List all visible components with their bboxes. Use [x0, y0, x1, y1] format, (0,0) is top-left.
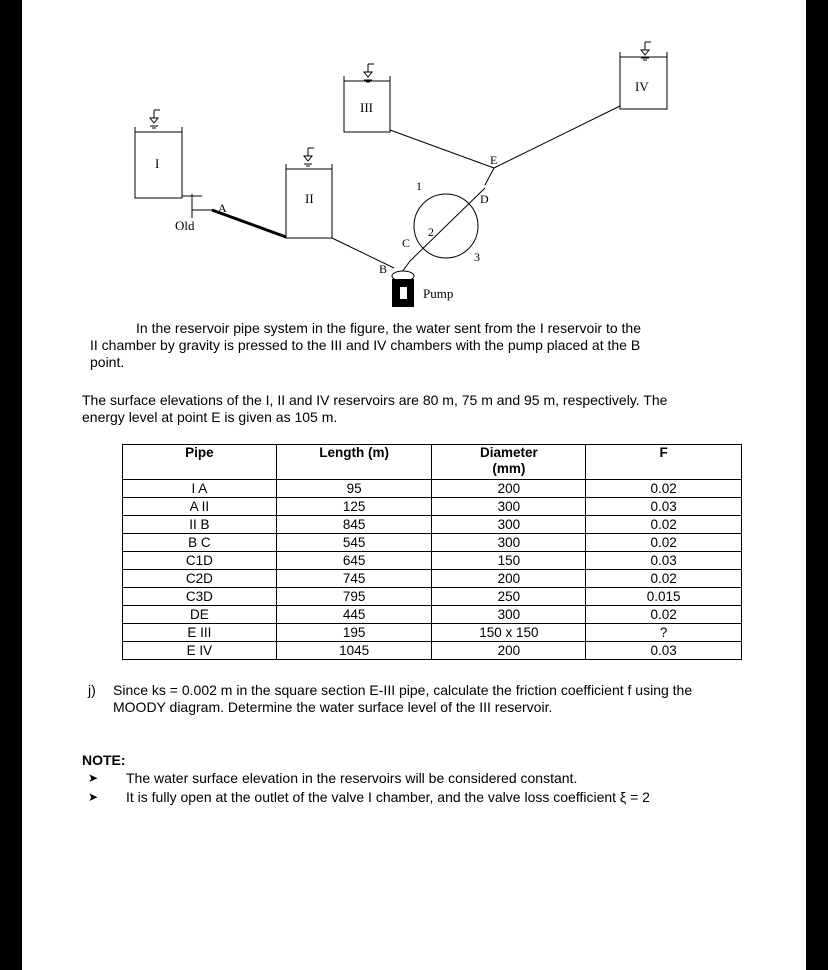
cell-f: 0.02 [586, 606, 742, 624]
elevation-line-1: The surface elevations of the I, II and IV reservoirs are 80 m, 75 m and 95 m, respectively. The [82, 392, 668, 408]
cell-length: 195 [276, 624, 432, 642]
cell-f: 0.03 [586, 552, 742, 570]
cell-pipe: I A [123, 480, 277, 498]
header-pipe: Pipe [123, 445, 277, 480]
header-diameter-unit: (mm) [492, 461, 526, 476]
cell-f: ? [586, 624, 742, 642]
label-pipe-3: 3 [474, 250, 480, 264]
label-valve: Old [175, 218, 195, 233]
label-pipe-2: 2 [428, 225, 434, 239]
cell-f: 0.015 [586, 588, 742, 606]
header-length: Length (m) [276, 445, 432, 480]
cell-diameter: 200 [432, 642, 586, 660]
reservoir-system-figure [22, 0, 806, 310]
label-point-E: E [490, 153, 498, 167]
note-title: NOTE: [82, 752, 126, 768]
label-point-C: C [402, 236, 411, 250]
label-reservoir-II: II [305, 191, 314, 206]
cell-length: 95 [276, 480, 432, 498]
cell-diameter: 200 [432, 480, 586, 498]
header-diameter [432, 445, 586, 480]
label-pump: Pump [423, 286, 454, 301]
question-line-1: Since ks = 0.002 m in the square section E-III pipe, calculate the friction coefficient f using the [113, 682, 693, 698]
cell-f: 0.02 [586, 534, 742, 552]
intro-line-3: point. [90, 354, 125, 370]
cell-pipe: II B [123, 516, 277, 534]
table-row [123, 552, 742, 570]
cell-length: 845 [276, 516, 432, 534]
header-diameter-label: Diameter [479, 445, 538, 460]
label-point-B: B [379, 262, 388, 276]
table-row [123, 480, 742, 498]
bullet-arrow-icon: ➤ [88, 771, 99, 785]
pipe-E-III [390, 130, 494, 168]
label-point-A: A [218, 201, 227, 215]
note-item-2: It is fully open at the outlet of the valve I chamber, and the valve loss coefficient ξ = 2 [126, 789, 650, 805]
label-pipe-1: 1 [416, 179, 422, 193]
cell-pipe: E IV [123, 642, 277, 660]
cell-length: 645 [276, 552, 432, 570]
cell-pipe: C3D [123, 588, 277, 606]
pump-icon [392, 271, 414, 307]
cell-diameter: 150 x 150 [432, 624, 586, 642]
table-header-row [123, 445, 742, 480]
cell-pipe: B C [123, 534, 277, 552]
cell-length: 125 [276, 498, 432, 516]
label-reservoir-III: III [360, 100, 373, 115]
cell-length: 1045 [276, 642, 432, 660]
cell-pipe: DE [123, 606, 277, 624]
cell-f: 0.02 [586, 480, 742, 498]
document-page [22, 0, 806, 970]
table-row [123, 498, 742, 516]
cell-pipe: C1D [123, 552, 277, 570]
table-row [123, 570, 742, 588]
question-line-2: MOODY diagram. Determine the water surface level of the III reservoir. [113, 699, 553, 715]
question-label: j) [88, 682, 96, 698]
header-f: F [586, 445, 742, 480]
cell-length: 545 [276, 534, 432, 552]
bullet-arrow-icon: ➤ [88, 790, 99, 804]
cell-pipe: C2D [123, 570, 277, 588]
intro-line-1: In the reservoir pipe system in the figure, the water sent from the I reservoir to the [136, 320, 642, 336]
cell-f: 0.03 [586, 642, 742, 660]
pipe-data-table [122, 444, 742, 660]
cell-f: 0.02 [586, 570, 742, 588]
label-reservoir-IV: IV [635, 79, 649, 94]
pipe-E-IV [494, 106, 620, 168]
cell-pipe: E III [123, 624, 277, 642]
cell-f: 0.02 [586, 516, 742, 534]
cell-length: 795 [276, 588, 432, 606]
cell-pipe: A II [123, 498, 277, 516]
table-row [123, 534, 742, 552]
label-point-D: D [480, 192, 489, 206]
cell-diameter: 250 [432, 588, 586, 606]
label-reservoir-I: I [155, 156, 160, 171]
cell-diameter: 300 [432, 516, 586, 534]
elevation-line-2: energy level at point E is given as 105 m. [82, 409, 338, 425]
table-row [123, 606, 742, 624]
cell-length: 445 [276, 606, 432, 624]
cell-diameter: 200 [432, 570, 586, 588]
table-row [123, 624, 742, 642]
cell-f: 0.03 [586, 498, 742, 516]
cell-diameter: 300 [432, 606, 586, 624]
table-row [123, 516, 742, 534]
cell-diameter: 300 [432, 534, 586, 552]
table-row [123, 588, 742, 606]
cell-diameter: 150 [432, 552, 586, 570]
note-item-1: The water surface elevation in the reservoirs will be considered constant. [126, 770, 578, 786]
table-row [123, 642, 742, 660]
cell-length: 745 [276, 570, 432, 588]
cell-diameter: 300 [432, 498, 586, 516]
intro-line-2: II chamber by gravity is pressed to the III and IV chambers with the pump placed at the B [90, 337, 641, 353]
